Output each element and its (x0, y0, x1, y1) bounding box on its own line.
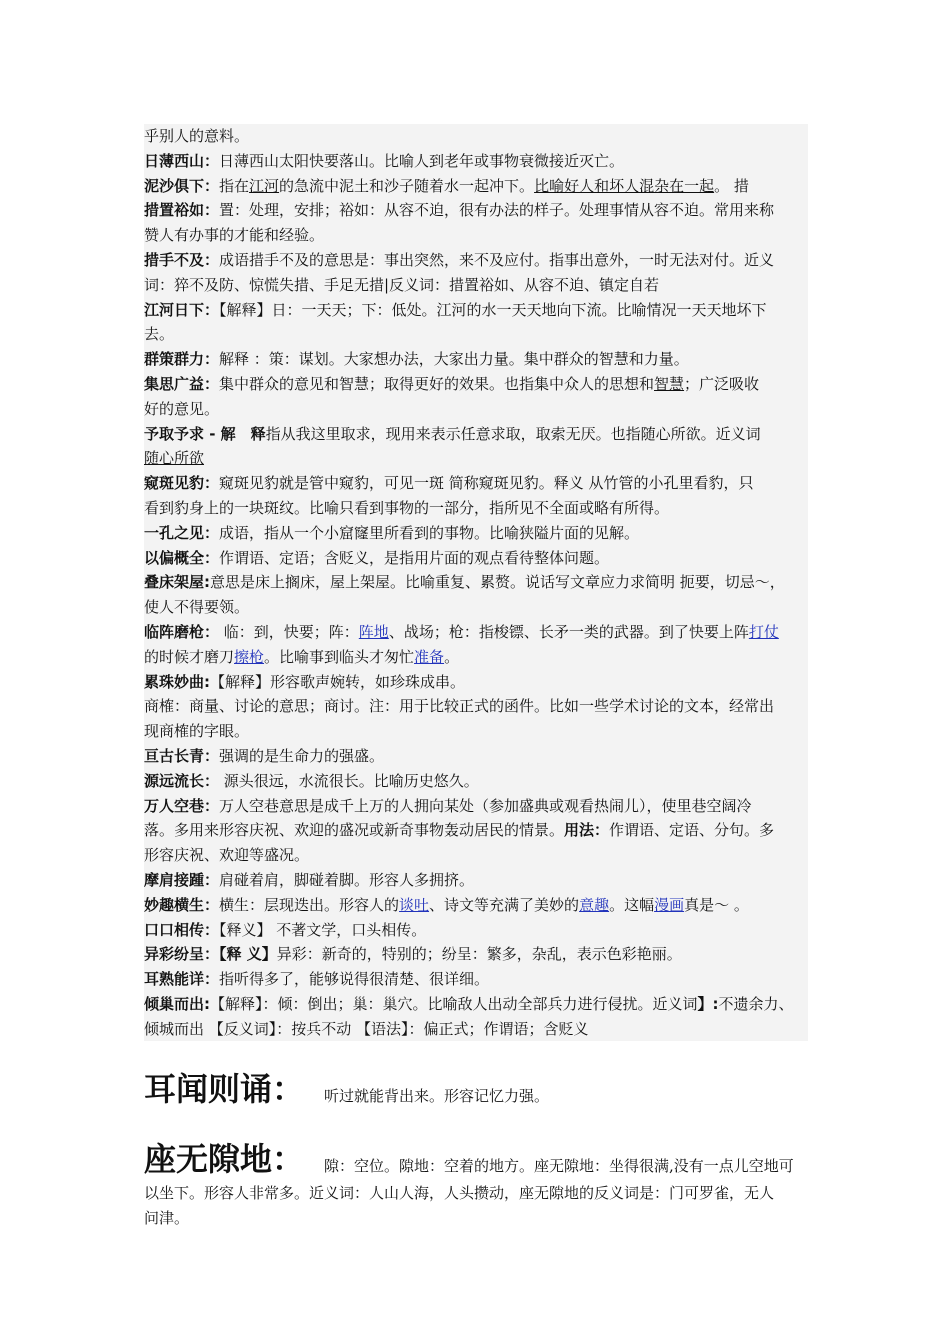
definition-text: 万人空巷意思是成千上万的人拥向某处（参加盛典或观看热闹儿），使里巷空阔冷 (219, 796, 752, 815)
text-line (144, 893, 808, 918)
definition-text: 作谓语、定语；含贬义，是指用片面的观点看待整体问题。 (219, 548, 610, 567)
definition-text: 窥斑见豹就是管中窥豹，可见一斑 简称窥斑见豹。释义 从竹管的小孔里看豹，只 (219, 474, 754, 493)
text-line (144, 248, 808, 273)
underlined-text: 智慧 (654, 374, 685, 393)
idiom-term: 以偏概全： (144, 548, 220, 567)
definition-text: 形容庆祝、欢迎等盛况。 (144, 846, 310, 865)
definition-text: 商榷：商量、讨论的意思；商讨。注：用于比较正式的函件。比如一些学术讨论的文本，经常出 (144, 697, 775, 716)
text-line (144, 298, 808, 323)
definition-text: 听过就能背出来。形容记忆力强。 (324, 1087, 550, 1106)
hyperlink[interactable]: 擦枪 (234, 647, 265, 666)
definition-text: 、诗文等充满了美妙的 (429, 895, 580, 914)
text-line (144, 372, 808, 397)
text-line (144, 174, 808, 199)
definition-text: 异彩：新奇的，特别的；纷呈：繁多，杂乱，表示色彩艳丽。 (276, 945, 682, 964)
idiom-term: 亘古长青： (144, 746, 220, 765)
large-idiom-term: 座无隙地： (144, 1140, 305, 1179)
definition-text: 。比喻事到临头才匆忙 (264, 647, 415, 666)
text-line (144, 595, 808, 620)
large-idiom-entry (144, 1121, 808, 1231)
idiom-term: 摩肩接踵： (144, 870, 220, 889)
text-line (144, 422, 808, 447)
definition-text: 强调的是生命力的强盛。 (219, 746, 385, 765)
large-entry-heading-line (144, 1121, 808, 1181)
definition-text: 看到豹身上的一块斑纹。比喻只看到事物的一部分，指所见不全面或略有所得。 (144, 498, 670, 517)
idiom-term: 泥沙俱下： (144, 176, 220, 195)
idiom-term: 万人空巷： (144, 796, 220, 815)
idiom-term: 群策群力： (144, 350, 220, 369)
definition-text: 作谓语、定语、分句。多 (609, 821, 775, 840)
large-idiom-entry (144, 1051, 808, 1111)
idiom-term: 【释 义】 (219, 945, 277, 964)
definition-text: 去。 (144, 325, 175, 344)
idiom-term: 集思广益： (144, 374, 220, 393)
definition-text: 肩碰着肩，脚碰着脚。形容人多拥挤。 (219, 870, 475, 889)
idiom-term: 妙趣横生： (144, 895, 220, 914)
idiom-term: 予取予求 - 解 释 (144, 424, 266, 443)
idiom-term: 临阵磨枪： (144, 622, 220, 641)
text-line (144, 446, 808, 471)
definition-text: 、战场；枪：指梭镖、长矛一类的武器。到了快要上阵 (388, 622, 749, 641)
text-line (144, 570, 808, 595)
text-line (144, 843, 808, 868)
definition-text: 使人不得要领。 (144, 598, 250, 617)
definition-text: 指在 (219, 176, 250, 195)
definition-text: 。 (444, 647, 460, 666)
text-line (144, 620, 808, 645)
text-line (144, 347, 808, 372)
definition-text: 指从我这里取求，现用来表示任意求取，取索无厌。也指随心所欲。近义词 (265, 424, 761, 443)
text-line (144, 496, 808, 521)
definition-text: 源头很远，水流很长。比喻历史悠久。 (219, 771, 479, 790)
definition-text: 日薄西山太阳快要落山。比喻人到老年或事物衰微接近灭亡。 (219, 151, 625, 170)
definition-text: 【解释】形容歌声婉转，如珍珠成串。 (210, 672, 466, 691)
text-line (144, 471, 808, 496)
idiom-term: 措置裕如： (144, 201, 220, 220)
definition-text: 好的意见。 (144, 399, 220, 418)
text-line (144, 322, 808, 347)
definition-text: 真是～ 。 (684, 895, 749, 914)
hyperlink[interactable]: 谈吐 (399, 895, 430, 914)
large-idiom-entries (144, 1051, 808, 1231)
definition-text: 成语，指从一个小窟窿里所看到的事物。比喻狭隘片面的见解。 (219, 523, 640, 542)
idiom-term: 用法： (564, 821, 610, 840)
hyperlink[interactable]: 打仗 (748, 622, 779, 641)
text-line: 以坐下。形容人非常多。近义词：人山人海，人头攒动，座无隙地的反义词是：门可罗雀，无人 (144, 1181, 808, 1206)
text-line (144, 198, 808, 223)
document-content (144, 124, 808, 1231)
text-line (144, 223, 808, 248)
idiom-term: 一孔之见： (144, 523, 220, 542)
definition-text: 词：猝不及防、惊慌失措、手足无措|反义词：措置裕如、从容不迫、镇定自若 (144, 275, 660, 294)
definition-text: 。这幅 (609, 895, 655, 914)
underlined-text: 江河 (249, 176, 280, 195)
definition-text: 倾城而出 【反义词】：按兵不动 【语法】：偏正式；作谓语；含贬义 (144, 1019, 589, 1038)
definition-text: 。 措 (714, 176, 749, 195)
large-idiom-term: 耳闻则诵： (144, 1070, 305, 1109)
hyperlink[interactable]: 意趣 (579, 895, 610, 914)
definition-text: 【释义】 不著文学，口头相传。 (219, 920, 427, 939)
definition-text: 的急流中泥土和沙子随着水一起冲下。 (279, 176, 535, 195)
text-line (144, 273, 808, 298)
hyperlink[interactable]: 准备 (414, 647, 445, 666)
text-line (144, 794, 808, 819)
idiom-term: 江河日下： (144, 300, 220, 319)
definition-text: 赞人有办事的才能和经验。 (144, 226, 325, 245)
text-line (144, 719, 808, 744)
definition-text: 置：处理，安排；裕如：从容不迫，很有办法的样子。处理事情从容不迫。常用来称 (219, 201, 775, 220)
text-line (144, 694, 808, 719)
idiom-term: 源远流长： (144, 771, 220, 790)
definition-text: 不遗余力、 (718, 994, 794, 1013)
definition-text: 成语措手不及的意思是：事出突然，来不及应付。指事出意外，一时无法对付。近义 (219, 250, 775, 269)
text-line (144, 918, 808, 943)
idiom-term: 措手不及： (144, 250, 220, 269)
text-line (144, 670, 808, 695)
text-line (144, 521, 808, 546)
definition-text: 【解释】：倾：倒出；巢：巢穴。比喻敌人出动全部兵力进行侵扰。近义词 (210, 994, 698, 1013)
idiom-term: 口口相传： (144, 920, 220, 939)
definition-text: 指听得多了，能够说得很清楚、很详细。 (219, 970, 490, 989)
definition-text: 隙：空位。隙地：空着的地方。座无隙地：坐得很满,没有一点儿空地可 (324, 1157, 794, 1176)
definition-text: 解释 ：策：谋划。大家想办法，大家出力量。集中群众的智慧和力量。 (219, 350, 689, 369)
idiom-term: 窥斑见豹： (144, 474, 220, 493)
underlined-text: 比喻好人和坏人混杂在一起 (534, 176, 715, 195)
text-line (144, 546, 808, 571)
idiom-term: 耳熟能详： (144, 970, 220, 989)
idiom-term: 累珠妙曲: (144, 672, 210, 691)
text-line (144, 149, 808, 174)
text-line (144, 992, 808, 1017)
text-line (144, 124, 808, 149)
hyperlink[interactable]: 漫画 (654, 895, 685, 914)
definition-text: 意思是床上搁床，屋上架屋。比喻重复、累赘。说话写文章应力求简明 扼要，切忌～， (210, 573, 785, 592)
text-line (144, 942, 808, 967)
large-entry-heading-line (144, 1051, 808, 1111)
text-line (144, 1017, 808, 1042)
idiom-term: 日薄西山： (144, 151, 220, 170)
definition-text: 【解释】日：一天天；下：低处。江河的水一天天地向下流。比喻情况一天天地坏下 (219, 300, 767, 319)
idiom-term: 叠床架屋: (144, 573, 210, 592)
text-line (144, 397, 808, 422)
text-line: 问津。 (144, 1206, 808, 1231)
idiom-entry-list (144, 124, 808, 1041)
idiom-term: 异彩纷呈： (144, 945, 220, 964)
text-line (144, 769, 808, 794)
text-line (144, 818, 808, 843)
text-line (144, 744, 808, 769)
text-line (144, 868, 808, 893)
text-line (144, 645, 808, 670)
hyperlink[interactable]: 阵地 (358, 622, 389, 641)
definition-text: 落。多用来形容庆祝、欢迎的盛况或新奇事物轰动居民的情景。 (144, 821, 565, 840)
definition-text: 临：到，快要；阵： (219, 622, 359, 641)
definition-text: 横生：层现迭出。形容人的 (219, 895, 400, 914)
definition-text: 集中群众的意见和智慧；取得更好的效果。也指集中众人的思想和 (219, 374, 655, 393)
definition-text: ；广泛吸收 (684, 374, 760, 393)
definition-text: 乎别人的意料。 (144, 127, 250, 145)
definition-text: 现商榷的字眼。 (144, 722, 250, 741)
idiom-term: 】: (697, 994, 719, 1013)
underlined-text: 随心所欲 (144, 449, 205, 468)
text-line (144, 967, 808, 992)
definition-text: 的时候才磨刀 (144, 647, 235, 666)
idiom-term: 倾巢而出: (144, 994, 210, 1013)
